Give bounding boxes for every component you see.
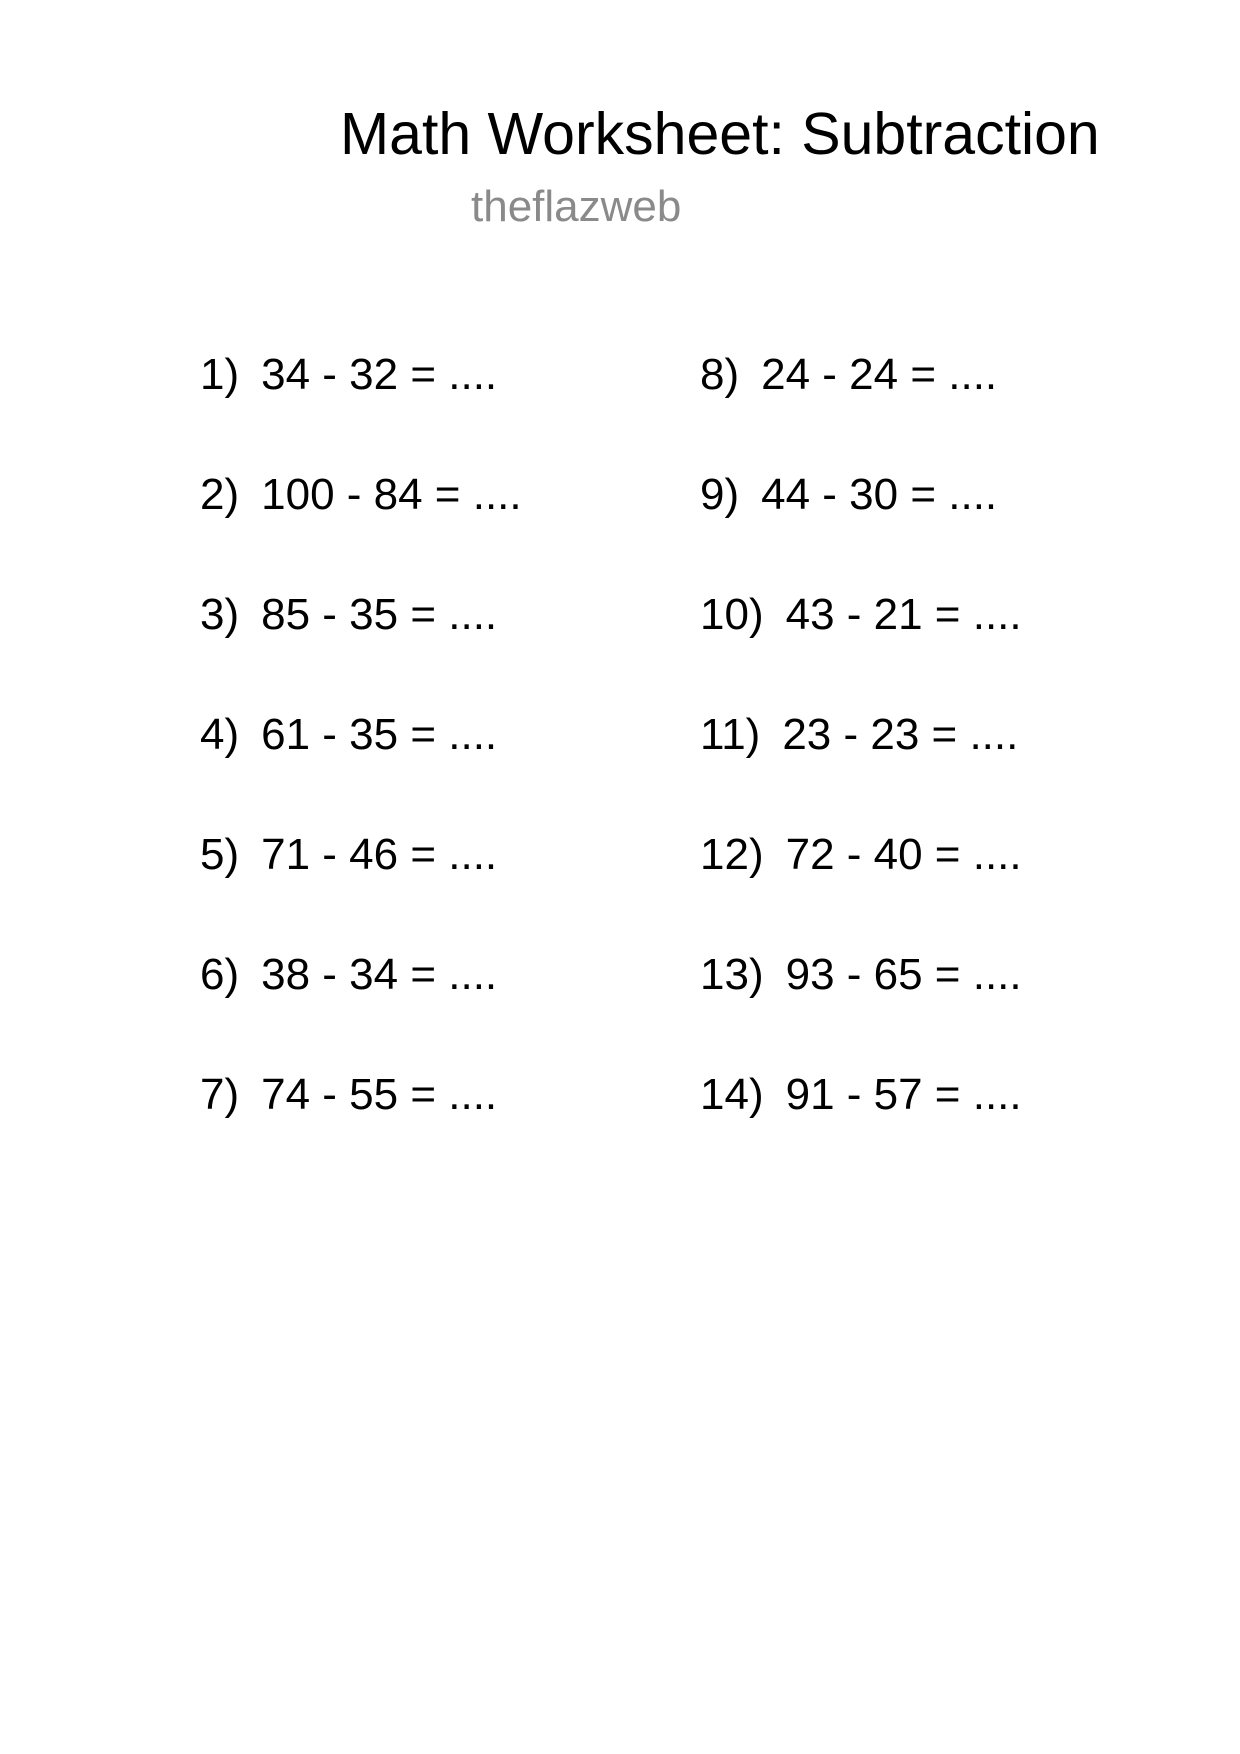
problem-number: 14) (700, 1070, 764, 1119)
problem-column-right (700, 348, 1022, 1188)
problem-number: 12) (700, 830, 764, 879)
page-subtitle: theflazweb (471, 182, 682, 231)
problem-item (200, 948, 522, 1068)
problem-number: 2) (200, 470, 240, 519)
problem-number: 6) (200, 950, 240, 999)
problem-expression: 23 - 23 = .... (782, 710, 1019, 759)
problem-number: 7) (200, 1070, 240, 1119)
problem-item (200, 828, 522, 948)
problem-column-left (200, 348, 522, 1188)
problem-number: 5) (200, 830, 240, 879)
problem-expression: 93 - 65 = .... (785, 950, 1022, 999)
problem-number: 13) (700, 950, 764, 999)
problem-number: 11) (700, 710, 761, 759)
problem-expression: 71 - 46 = .... (261, 830, 498, 879)
problem-item (700, 1068, 1022, 1188)
problem-item (200, 588, 522, 708)
problem-expression: 100 - 84 = .... (261, 470, 522, 519)
problem-item (200, 468, 522, 588)
problem-number: 3) (200, 590, 240, 639)
problem-expression: 44 - 30 = .... (761, 470, 998, 519)
problem-expression: 61 - 35 = .... (261, 710, 498, 759)
problem-expression: 34 - 32 = .... (261, 350, 498, 399)
problem-item (700, 348, 1022, 468)
problem-expression: 91 - 57 = .... (785, 1070, 1022, 1119)
problem-expression: 24 - 24 = .... (761, 350, 998, 399)
page-title: Math Worksheet: Subtraction (340, 101, 1100, 167)
problem-item (200, 708, 522, 828)
problem-item (200, 1068, 522, 1188)
problem-number: 4) (200, 710, 240, 759)
problem-item (700, 588, 1022, 708)
problem-item (700, 468, 1022, 588)
problem-number: 10) (700, 590, 764, 639)
problem-item (700, 828, 1022, 948)
problem-expression: 38 - 34 = .... (261, 950, 498, 999)
problem-number: 8) (700, 350, 740, 399)
problem-item (700, 948, 1022, 1068)
problem-number: 9) (700, 470, 740, 519)
problem-expression: 72 - 40 = .... (785, 830, 1022, 879)
problem-item (200, 348, 522, 468)
problem-number: 1) (200, 350, 240, 399)
problem-item (700, 708, 1022, 828)
problem-expression: 74 - 55 = .... (261, 1070, 498, 1119)
problem-expression: 43 - 21 = .... (785, 590, 1022, 639)
problem-expression: 85 - 35 = .... (261, 590, 498, 639)
